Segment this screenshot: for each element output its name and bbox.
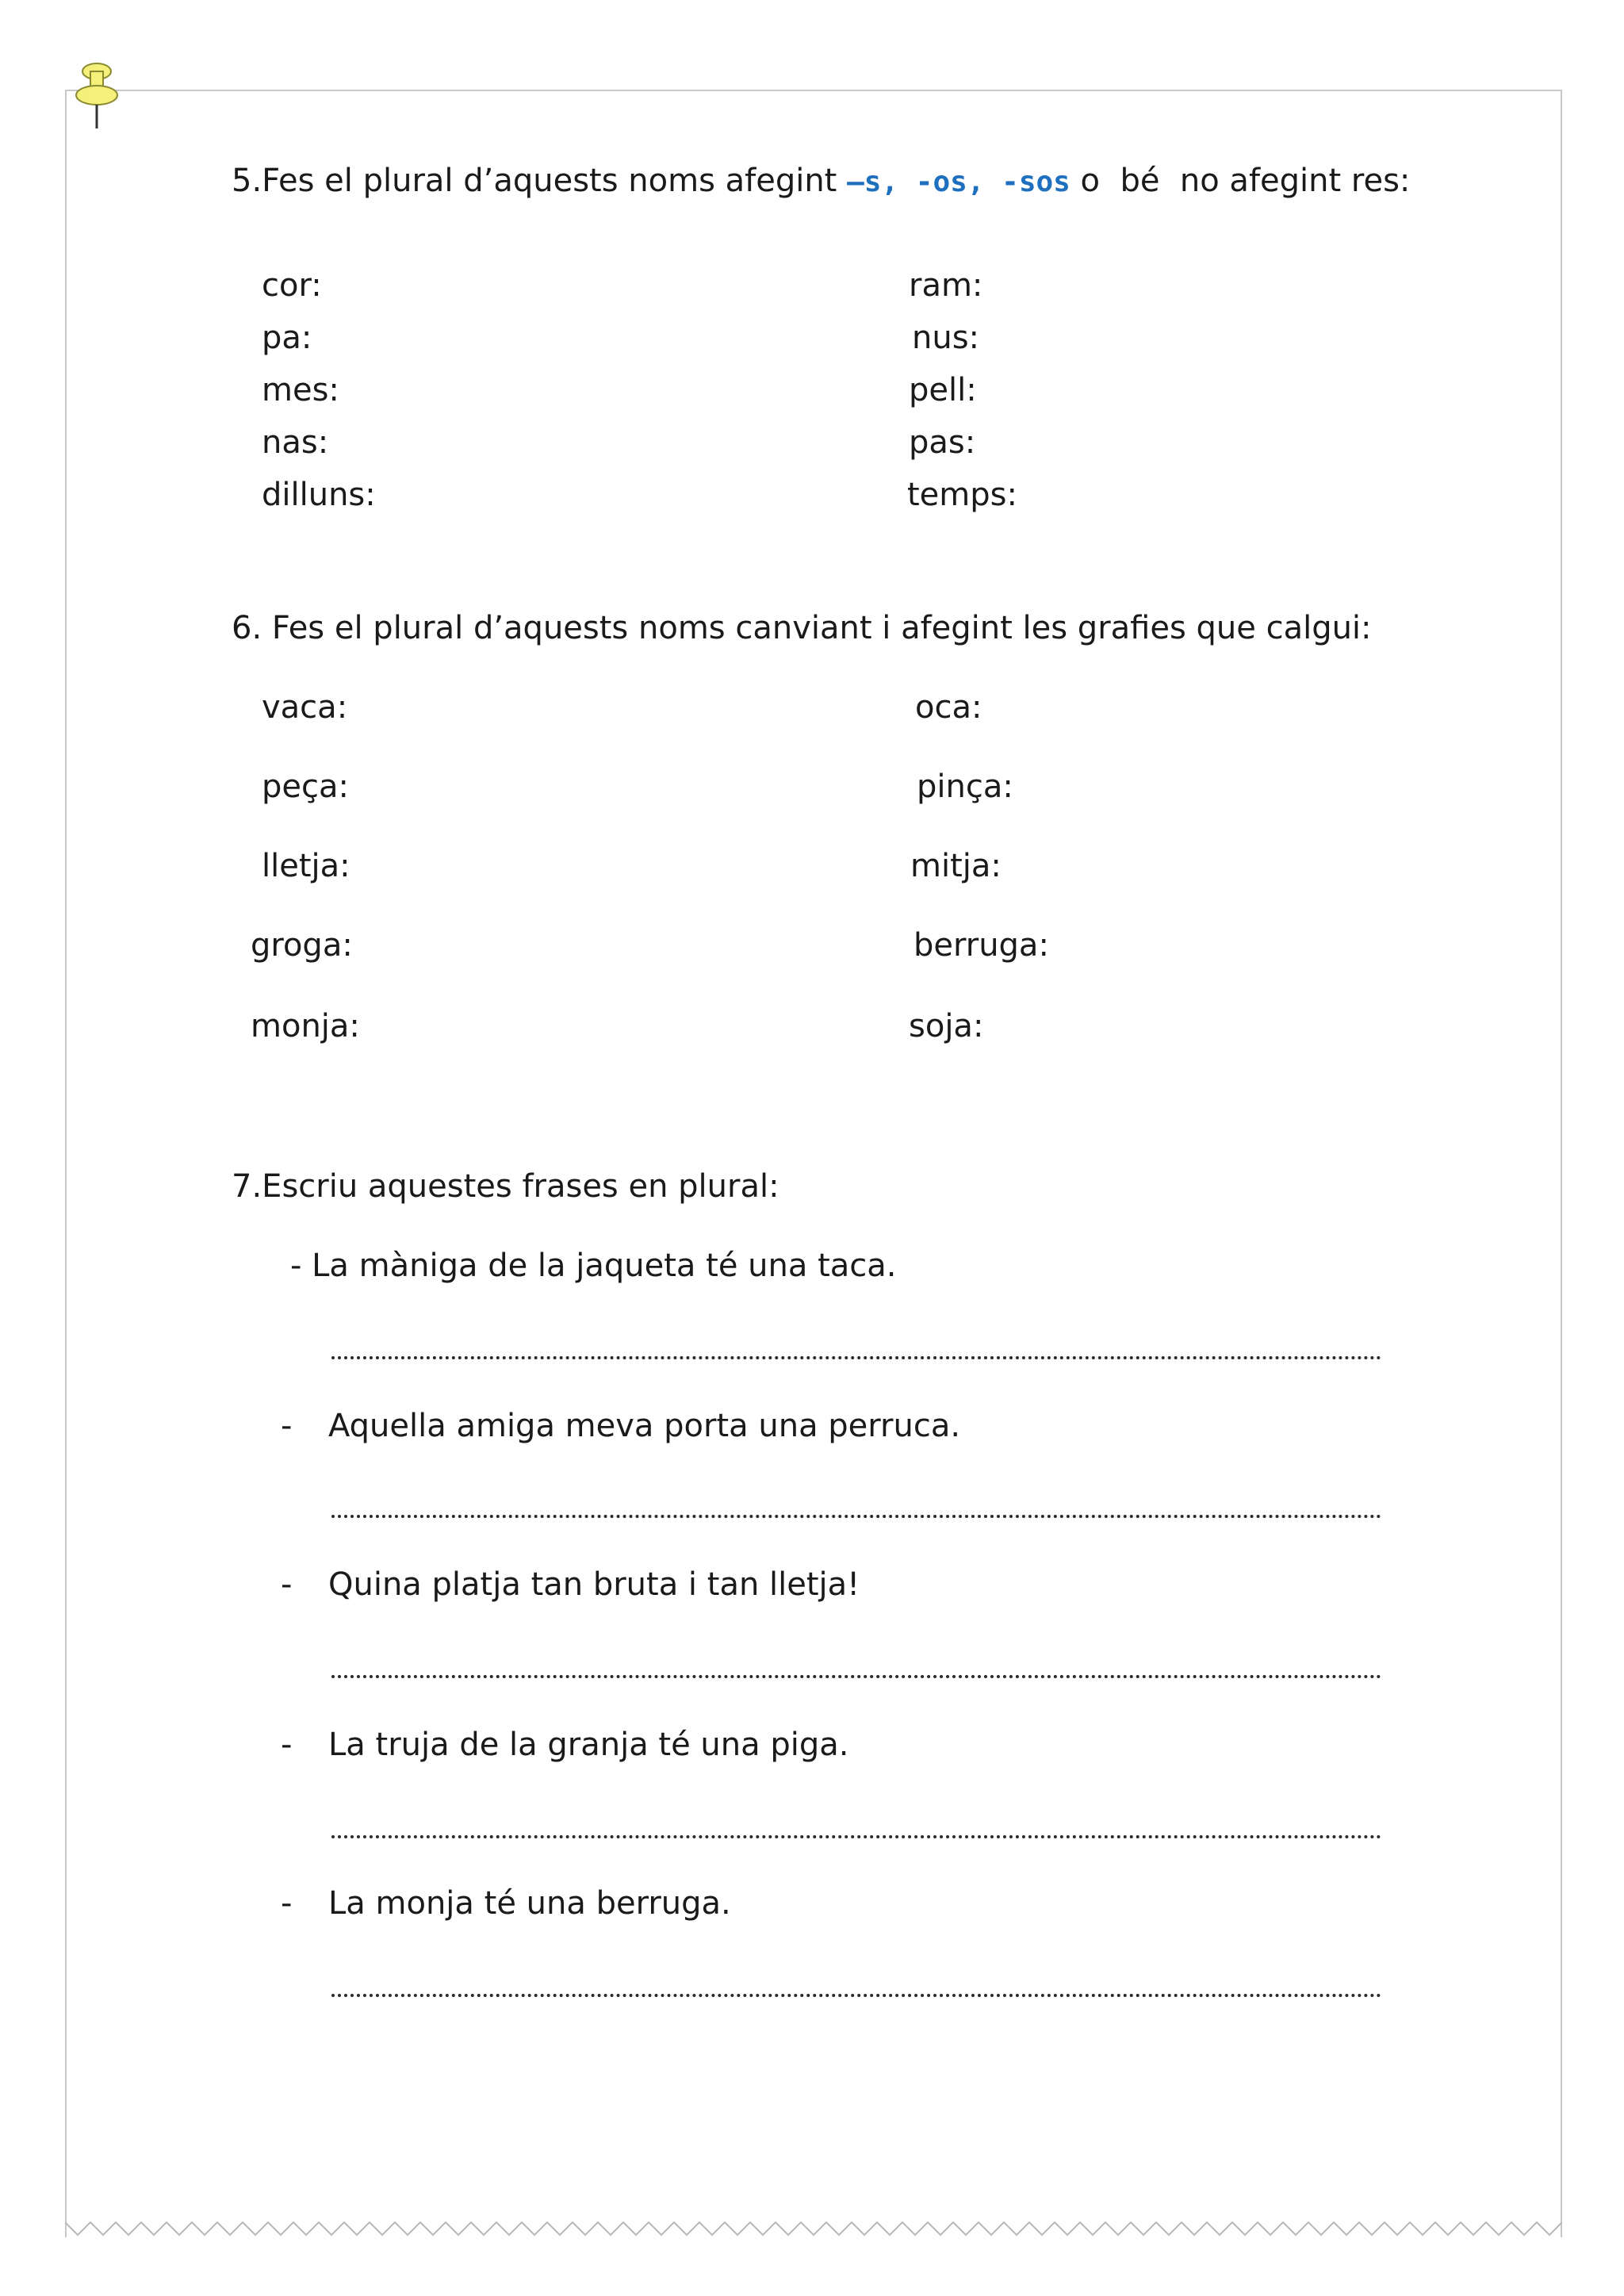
sentence-5: La monja té una berruga. [328, 1885, 731, 1922]
pushpin-icon [73, 60, 121, 132]
answer-line-3[interactable] [331, 1672, 1381, 1678]
answer-line-2[interactable] [331, 1512, 1381, 1518]
sentence-1: - La màniga de la jaqueta té una taca. [290, 1248, 897, 1284]
word-mes: mes: [262, 372, 339, 408]
word-pinca: pinça: [917, 769, 1013, 805]
bullet-4: - [281, 1727, 293, 1763]
word-ram: ram: [909, 267, 983, 304]
exercise-5-endings: –s, -os, -sos [847, 166, 1071, 198]
sentence-4: La truja de la granja té una piga. [328, 1727, 849, 1763]
exercise-7-title: 7.Escriu aquestes frases en plural: [232, 1168, 779, 1205]
answer-line-4[interactable] [331, 1832, 1381, 1838]
word-pas: pas: [909, 424, 976, 461]
word-soja: soja: [909, 1008, 984, 1045]
exercise-5-title [232, 162, 1410, 201]
word-cor: cor: [262, 267, 322, 304]
exercise-6-title: 6. Fes el plural d’aquests noms canviant i afegint les grafies que calgui: [232, 610, 1372, 646]
word-mitja: mitja: [910, 848, 1002, 884]
answer-line-1[interactable] [331, 1353, 1381, 1359]
word-berruga: berruga: [914, 927, 1049, 964]
word-nus: nus: [912, 320, 980, 356]
word-oca: oca: [915, 689, 982, 726]
word-pell: pell: [909, 372, 977, 408]
sentence-2: Aquella amiga meva porta una perruca. [328, 1408, 961, 1444]
word-monja: monja: [251, 1008, 360, 1045]
exercise-5-suffix: o bé no afegint res: [1070, 163, 1411, 199]
answer-line-5[interactable] [331, 1991, 1381, 1997]
word-temps: temps: [907, 477, 1017, 513]
word-vaca: vaca: [262, 689, 348, 726]
torn-edge [65, 2219, 1562, 2238]
sentence-3: Quina platja tan bruta i tan lletja! [328, 1566, 860, 1603]
exercise-5-prefix: 5.Fes el plural d’aquests noms afegint [232, 163, 848, 199]
word-lletja: lletja: [262, 848, 350, 884]
bullet-5: - [281, 1885, 293, 1922]
word-pa: pa: [262, 320, 312, 356]
word-dilluns: dilluns: [262, 477, 376, 513]
bullet-2: - [281, 1408, 293, 1444]
bullet-3: - [281, 1566, 293, 1603]
word-peca: peça: [262, 769, 349, 805]
word-nas: nas: [262, 424, 329, 461]
word-groga: groga: [251, 927, 353, 964]
